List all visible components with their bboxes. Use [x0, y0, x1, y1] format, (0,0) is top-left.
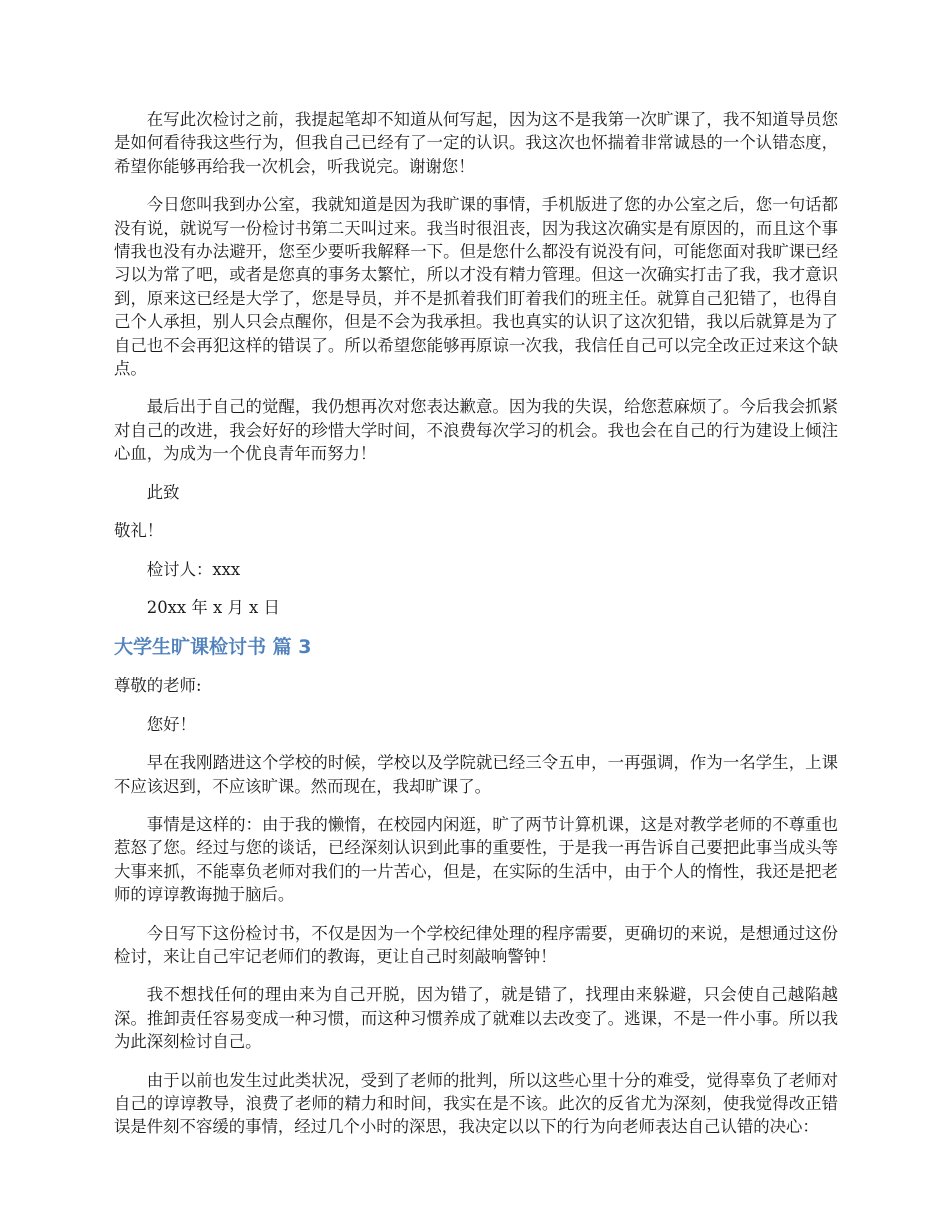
greeting-hello: 您好！: [146, 714, 196, 734]
closing-regards: 敬礼！: [114, 521, 164, 541]
paragraph-5: 事情是这样的：由于我的懒惰，在校园内闲逛，旷了两节计算机课，这是对教学老师的不尊重也惹怒了您。经过与您的谈话，已经深刻认识到此事的重要性，于是我一再告诉自己要把此事当成头等大事来抓，不能辜负老师对我们的一片苦心，但是，在实际的生活中，由于个人的惰性，我还是把老师的谆谆教诲抛于脑后。: [114, 814, 838, 905]
signature-date: 20xx 年 x 月 x 日: [146, 597, 280, 617]
paragraph-7: 我不想找任何的理由来为自己开脱，因为错了，就是错了，找理由来躲避，只会使自己越陷越深。推卸责任容易变成一种习惯，而这种习惯养成了就难以去改变了。逃课，不是一件小事。所以我为此深刻检讨自己。: [114, 985, 838, 1052]
signature-name: 检讨人：xxx: [146, 559, 241, 579]
paragraph-1: 在写此次检讨之前，我提起笔却不知道从何写起，因为这不是我第一次旷课了，我不知道导员您是如何看待我这些行为，但我自己已经有了一定的认识。我这次也怀揣着非常诚恳的一个认错态度，希望你能够再给我一次机会，听我说完。谢谢您！: [114, 110, 838, 176]
section-heading: 大学生旷课检讨书 篇 3: [114, 636, 312, 659]
closing-salutation: 此致: [146, 482, 180, 502]
paragraph-3: 最后出于自己的觉醒，我仍想再次对您表达歉意。因为我的失误，给您惹麻烦了。今后我会抓紧对自己的改进，我会好好的珍惜大学时间，不浪费每次学习的机会。我也会在自己的行为建设上倾注心血，为成为一个优良青年而努力！: [114, 397, 838, 464]
paragraph-4: 早在我刚踏进这个学校的时候，学校以及学院就已经三令五申，一再强调，作为一名学生，上课不应该迟到，不应该旷课。然而现在，我却旷课了。: [114, 753, 838, 796]
paragraph-8: 由于以前也发生过此类状况，受到了老师的批判，所以这些心里十分的难受，觉得辜负了老师对自己的谆谆教导，浪费了老师的精力和时间，我实在是不该。此次的反省尤为深刻，使我觉得改正错误是件刻不容缓的事情，经过几个小时的深思，我决定以以下的行为向老师表达自己认错的决心：: [114, 1070, 838, 1137]
paragraph-2: 今日您叫我到办公室，我就知道是因为我旷课的事情，手机版进了您的办公室之后，您一句话都没有说，就说写一份检讨书第二天叫过来。我当时很沮丧，因为我这次确实是有原因的，而且这个事情我也没有办法避开，您至少要听我解释一下。但是您什么都没有说没有问，可能您面对我旷课已经习以为常了吧，或者是您真的事务太繁忙，所以才没有精力管理。但这一次确实打击了我，我才意识到，原来这已经是大学了，您是导员，并不是抓着我们盯着我们的班主任。就算自己犯错了，也得自己个人承担，别人只会点醒你，但是不会为我承担。我也真实的认识了这次犯错，我以后就算是为了自己也不会再犯这样的错误了。所以希望您能够再原谅一次我，我信任自己可以完全改正过来这个缺点。: [114, 195, 838, 379]
document-page: [114, 108, 838, 1154]
paragraph-6: 今日写下这份检讨书，不仅是因为一个学校纪律处理的程序需要，更确切的来说，是想通过这份检讨，来让自己牢记老师们的教诲，更让自己时刻敲响警钟！: [114, 923, 838, 966]
greeting-recipient: 尊敬的老师:: [114, 676, 202, 696]
